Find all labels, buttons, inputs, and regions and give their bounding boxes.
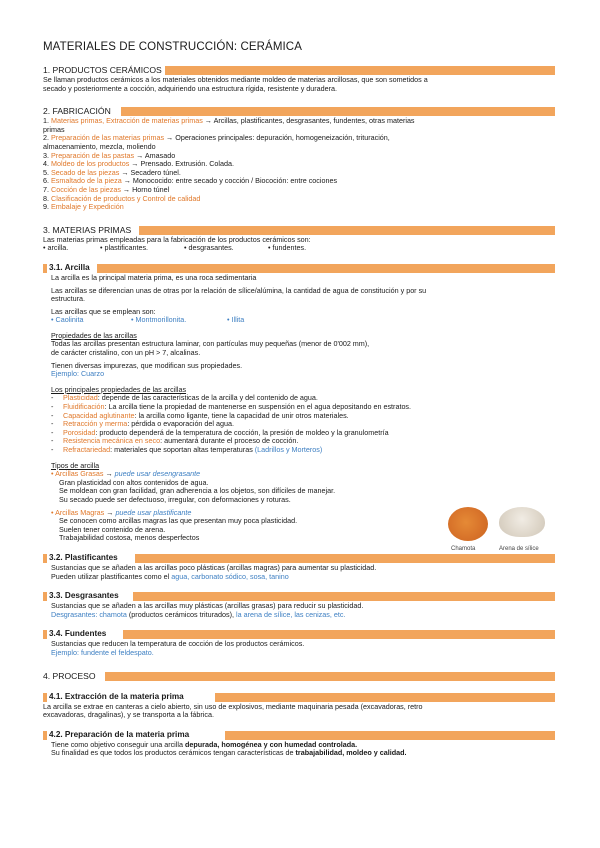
heading-bar bbox=[123, 630, 555, 639]
heading-bar bbox=[225, 731, 555, 740]
silica-sand-caption: Arena de sílice bbox=[499, 545, 539, 552]
list-item: 5. Secado de las piezas → Secadero túnel. bbox=[43, 167, 181, 177]
text-line: Gran plasticidad con altos contenidos de agua. bbox=[59, 477, 209, 487]
heading-bar bbox=[135, 554, 555, 563]
text-line: Se moldean con gran facilidad, gran adherencia a los objetos, son difíciles de manejar. bbox=[59, 486, 336, 496]
section-heading-2: 2. FABRICACIÓN bbox=[43, 106, 555, 117]
text-line: secado y posteriormente a cocción, adquiriendo una estructura rígida, resistente y duradera. bbox=[43, 83, 338, 93]
text-line: Suelen tener contenido de arena. bbox=[59, 524, 166, 534]
silica-sand-image bbox=[499, 507, 545, 537]
list-item: • Arcillas Grasas → puede usar desengrasante bbox=[51, 469, 201, 479]
text-line: Pueden utilizar plastificantes como el agua, carbonato sódico, sosa, tanino bbox=[51, 571, 289, 581]
subsection-heading-4-2: 4.2. Preparación de la materia prima bbox=[43, 730, 555, 741]
subsection-heading-3-3: 3.3. Desgrasantes bbox=[43, 591, 555, 602]
text-line: Su secado puede ser defectuoso, irregular, con deformaciones y roturas. bbox=[59, 494, 291, 504]
text-line: excavadoras, dragalinas), y se transporta a la fábrica. bbox=[43, 710, 214, 720]
list-item: • Arcillas Magras → puede usar plastificante bbox=[51, 507, 192, 517]
subsection-heading-4-1: 4.1. Extracción de la materia prima bbox=[43, 692, 555, 703]
list-item: 1. Materias primas, Extracción de materias primas → Arcillas, plastificantes, desgrasantes, fundentes, otras materias bbox=[43, 116, 415, 126]
text-line: Se conocen como arcillas magras las que presentan muy poca plasticidad. bbox=[59, 516, 298, 526]
text-line: Las arcillas se diferencian unas de otras por la relación de sílice/alúmina, la cantidad de agua de constitución y por su bbox=[51, 285, 427, 295]
list-item: 2. Preparación de las materias primas → Operaciones principales: depuración, homogeneización, trituración, bbox=[43, 133, 390, 143]
subsection-heading-3-1: 3.1. Arcilla bbox=[43, 263, 555, 274]
properties-list bbox=[51, 394, 555, 454]
text-line: primas bbox=[43, 124, 65, 134]
list-item: • Caolinita bbox=[51, 315, 84, 325]
chamota-image bbox=[448, 507, 488, 541]
list-item: 9. Embalaje y Expedición bbox=[43, 202, 124, 212]
text-line: La arcilla se extrae en canteras a cielo abierto, sin uso de explosivos, mediante maquinaria pesada (excavadoras, retro bbox=[43, 701, 423, 711]
properties-heading: Propiedades de las arcillas bbox=[51, 330, 137, 340]
materials-list bbox=[43, 244, 555, 253]
heading-bar bbox=[215, 693, 555, 702]
list-item: 7. Cocción de las piezas → Horno túnel bbox=[43, 184, 170, 194]
subsection-body bbox=[43, 640, 555, 657]
heading-bar bbox=[139, 226, 555, 235]
list-item: • Montmorillonita. bbox=[131, 315, 187, 325]
text-line: de carácter cristalino, con un pH > 7, alcalinas. bbox=[51, 348, 201, 358]
list-item: • desgrasantes. bbox=[184, 243, 234, 253]
text-line: Tienen diversas impurezas, que modifican sus propiedades. bbox=[51, 360, 243, 370]
property-item: - Refractariedad: materiales que soportan altas temperaturas (Ladrillos y Morteros) bbox=[51, 445, 323, 454]
property-item: - Fluidificación: La arcilla tiene la propiedad de mantenerse en suspensión en el agua depositando en estratos. bbox=[51, 402, 412, 412]
heading-bar bbox=[133, 592, 555, 601]
chamota-caption: Chamota bbox=[451, 545, 476, 552]
text-line: Tiene como objetivo conseguir una arcilla depurada, homogénea y con humedad controlada. bbox=[51, 739, 358, 749]
text-line: Todas las arcillas presentan estructura laminar, con partículas muy pequeñas (menor de 0'002 mm), bbox=[51, 339, 370, 349]
subsection-body bbox=[43, 703, 555, 720]
document-page bbox=[43, 40, 555, 758]
list-item: 6. Esmaltado de la pieza → Monococido: entre secado y cocción / Biococión: entre cociones bbox=[43, 176, 338, 186]
example-text: Ejemplo: Cuarzo bbox=[51, 369, 105, 379]
property-item: - Retracción y merma: pérdida o evaporación del agua. bbox=[51, 419, 235, 429]
text-line: almacenamiento, mezcla, moliendo bbox=[43, 141, 156, 151]
property-item: - Porosidad: producto dependerá de la temperatura de cocción, la presión de moldeo y la granulometría bbox=[51, 427, 389, 437]
heading-bar bbox=[148, 66, 555, 75]
list-item: 4. Moldeo de los productos → Prensado. Extrusión. Colada. bbox=[43, 159, 234, 169]
heading-bar bbox=[105, 672, 555, 681]
list-item: 3. Preparación de las pastas → Amasado bbox=[43, 150, 176, 160]
subsection-heading-3-4: 3.4. Fundentes bbox=[43, 629, 555, 640]
main-properties-heading: Los principales propiedades de las arcillas bbox=[51, 384, 187, 394]
clay-types-list bbox=[51, 316, 555, 325]
text-line: estructura. bbox=[51, 294, 85, 304]
list-item: • fundentes. bbox=[268, 243, 307, 253]
subsection-body bbox=[43, 564, 555, 581]
property-item: - Resistencia mecánica en seco: aumentará durante el proceso de cocción. bbox=[51, 436, 299, 446]
clay-types-heading: Tipos de arcilla bbox=[51, 460, 100, 470]
heading-bar bbox=[97, 264, 555, 273]
section-heading-1: 1. PRODUCTOS CERÁMICOS bbox=[43, 65, 555, 76]
list-item: • plastificantes. bbox=[100, 243, 149, 253]
subsection-heading-3-2: 3.2. Plastificantes bbox=[43, 553, 555, 564]
property-item: - Plasticidad: depende de las características de la arcilla y del contenido de agua. bbox=[51, 393, 318, 403]
heading-bar bbox=[121, 107, 555, 116]
example-text: Ejemplo: fundente el feldespato. bbox=[51, 647, 154, 657]
page-title: MATERIALES DE CONSTRUCCIÓN: CERÁMICA bbox=[43, 41, 302, 53]
section-heading-3: 3. MATERIAS PRIMAS bbox=[43, 225, 555, 236]
property-item: - Capacidad aglutinante: la arcilla como ligante, tiene la capacidad de unir otros materiales. bbox=[51, 410, 349, 420]
text-line: La arcilla es la principal materia prima, es una roca sedimentaria bbox=[51, 272, 257, 282]
list-item: 8. Clasificación de productos y Control de calidad bbox=[43, 193, 201, 203]
subsection-body bbox=[43, 272, 555, 552]
subsection-body bbox=[43, 741, 555, 758]
text-line: Sustancias que se añaden a las arcillas poco plásticas (arcillas magras) para aumentar su plasticidad. bbox=[51, 562, 377, 572]
text-line: Sustancias que se añaden a las arcillas muy plásticas (arcillas grasas) para reducir su plasticidad. bbox=[51, 601, 364, 611]
text-line: Su finalidad es que todos los productos cerámicos tengan características de trabajabilidad, moldeo y calidad. bbox=[51, 748, 407, 758]
list-item: • arcilla. bbox=[43, 243, 69, 253]
subsection-body bbox=[43, 602, 555, 619]
text-line: Las materias primas empleadas para la fabricación de los productos cerámicos son: bbox=[43, 234, 311, 244]
text-line: Trabajabilidad costosa, menos desperfectos bbox=[59, 533, 200, 543]
text-line: Se llaman productos cerámicos a los materiales obtenidos mediante moldeo de materias arcillosas, que son sometidos a bbox=[43, 75, 428, 84]
list-item: • Illita bbox=[227, 315, 245, 325]
section-heading-4: 4. PROCESO bbox=[43, 671, 555, 682]
text-line: Desgrasantes: chamota (productos cerámicos triturados), la arena de sílice, las cenizas, etc. bbox=[51, 609, 346, 619]
text-line: Sustancias que reducen la temperatura de cocción de los productos cerámicos. bbox=[51, 639, 305, 649]
text-line: Las arcillas que se emplean son: bbox=[51, 306, 156, 316]
